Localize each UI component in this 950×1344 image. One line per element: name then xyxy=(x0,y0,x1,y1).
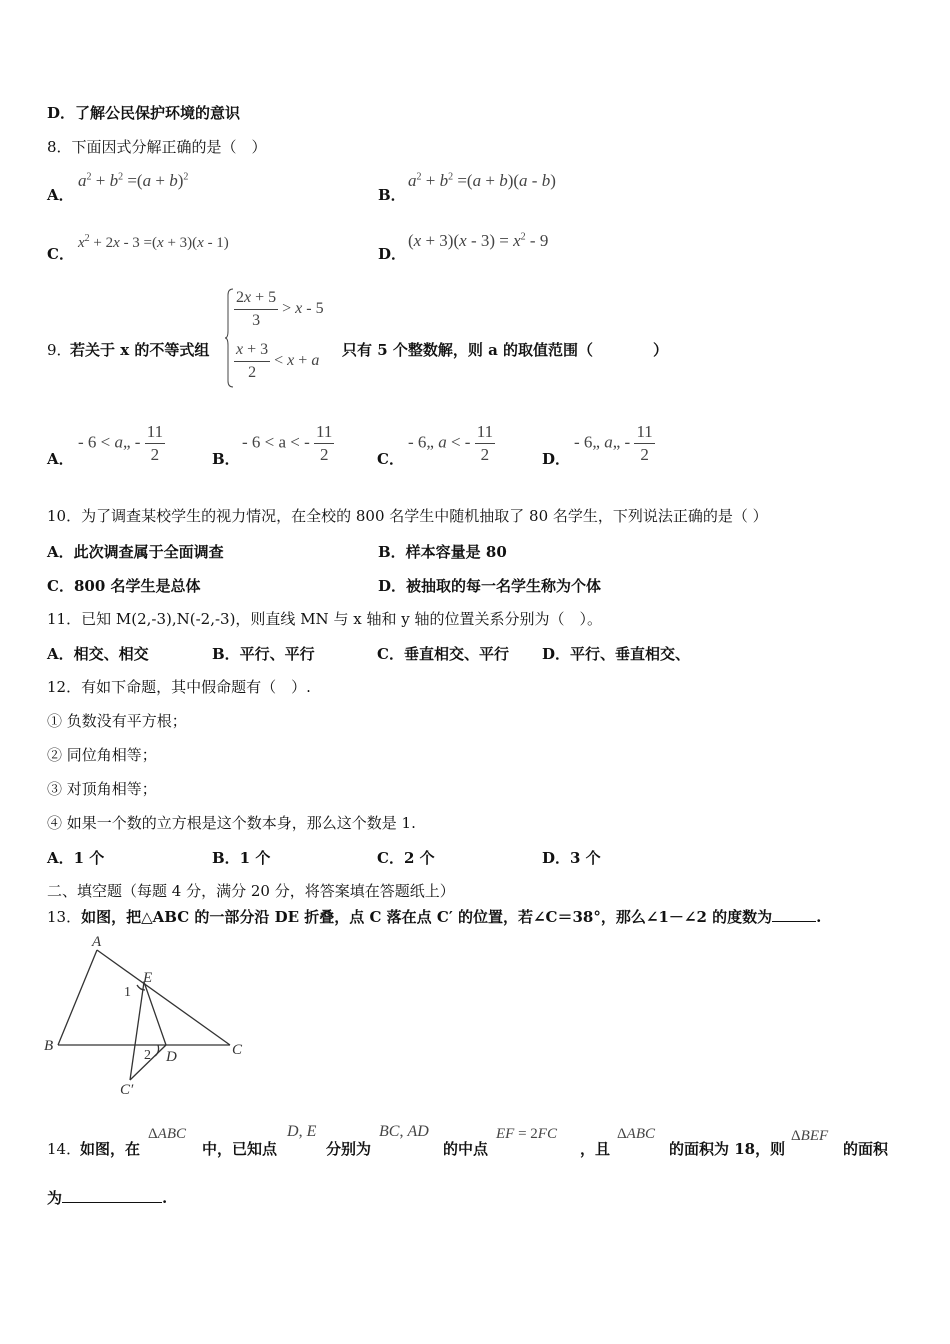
label-c-prime: C′ xyxy=(120,1082,134,1098)
q9-inequality-2: $\frac{x + 3}{2}$ < x + a xyxy=(236,341,320,381)
q14-text-3: 分别为 xyxy=(326,1140,372,1158)
label-e: E xyxy=(143,970,153,986)
label-c: C xyxy=(232,1042,243,1058)
q14-text-1: 如图，在 xyxy=(80,1140,141,1158)
q14-text-6: 的面积为 18，则 xyxy=(669,1140,786,1158)
q9-inequality-system xyxy=(224,287,338,389)
section-2-heading: 二、填空题（每题 4 分，满分 20 分，将答案填在答题纸上） xyxy=(47,882,455,900)
label-d: D xyxy=(166,1049,177,1065)
q12-item-2: ② 同位角相等； xyxy=(47,746,157,764)
q11-option-a: A．相交、相交 xyxy=(47,645,149,663)
q9-stem-pre: 若关于 x 的不等式组 xyxy=(70,341,210,359)
q9-option-d: - 6„ a„ - $\frac{11}{2}$ xyxy=(574,422,653,464)
q9-label-a: A． xyxy=(47,450,74,468)
q13-text: 如图，把△ABC 的一部分沿 DE 折叠，点 C 落在点 C′ 的位置，若∠C＝38°，那么∠1－∠2 的度数为 xyxy=(81,908,773,926)
q8-label-a: A． xyxy=(47,186,74,204)
q14-number: 14． xyxy=(47,1140,82,1158)
q11-option-c: C．垂直相交、平行 xyxy=(377,645,509,663)
q12-item-4: ④ 如果一个数的立方根是这个数本身，那么这个数是 1. xyxy=(47,814,416,832)
q11-stem: 11．已知 M(2,-3),N(-2,-3)，则直线 MN 与 x 轴和 y 轴的位置关系分别为（ ）。 xyxy=(47,610,602,628)
q10-option-a: A．此次调查属于全面调查 xyxy=(47,543,224,561)
q12-item-3: ③ 对顶角相等； xyxy=(47,780,157,798)
brace-icon xyxy=(224,287,234,389)
q14-end: . xyxy=(162,1189,168,1207)
q14-text-5: ，且 xyxy=(580,1140,611,1158)
q14-math-ef-2fc: EF = 2FC xyxy=(496,1126,557,1142)
q9-option-a: - 6 < a„ - $\frac{11}{2}$ xyxy=(78,422,164,464)
q9-inequality-1: $\frac{2x + 5}{3}$ > x - 5 xyxy=(236,289,324,329)
q13-figure xyxy=(40,930,250,1100)
q9-option-b: - 6 < a < - $\frac{11}{2}$ xyxy=(242,422,333,464)
q12-stem: 12．有如下命题，其中假命题有（ ）. xyxy=(47,678,311,696)
q12-option-a: A．1 个 xyxy=(47,849,105,867)
q11-option-d: D．平行、垂直相交、 xyxy=(542,645,691,663)
q14-math-triangle-bef: ΔBEF xyxy=(791,1128,829,1144)
q9-label-c: C． xyxy=(377,450,404,468)
q8-formula-d: $(x + 3)(x - 3) = x^2 - 9$ xyxy=(408,231,549,250)
side-ac xyxy=(97,950,230,1045)
q9-label-b: B． xyxy=(212,450,240,468)
q8-formula-b: $a^2 + b^2 =(a + b)(a - b)$ xyxy=(408,171,556,190)
q14-text-2: 中，已知点 xyxy=(202,1140,278,1158)
q9-label-d: D． xyxy=(542,450,571,468)
q12-option-c: C．2 个 xyxy=(377,849,435,867)
q14-answer-blank[interactable] xyxy=(62,1202,162,1203)
q14-line-2 xyxy=(47,1188,167,1208)
q13-answer-blank[interactable] xyxy=(772,921,816,922)
q13-number: 13． xyxy=(47,908,82,926)
q14-math-triangle-abc: ΔABC xyxy=(148,1126,186,1142)
segment-ec-prime xyxy=(130,982,144,1080)
q8-stem: 8．下面因式分解正确的是（ ） xyxy=(47,138,267,156)
q11-option-b: B．平行、平行 xyxy=(212,645,315,663)
q8-label-c: C． xyxy=(47,245,74,263)
q10-option-c: C．800 名学生是总体 xyxy=(47,577,201,595)
q12-option-b: B．1 个 xyxy=(212,849,271,867)
label-b: B xyxy=(44,1038,54,1054)
q14-text-8: 为 xyxy=(47,1189,63,1207)
q10-option-b: B．样本容量是 80 xyxy=(378,543,507,561)
q10-stem xyxy=(47,506,768,526)
q12-option-d: D．3 个 xyxy=(542,849,601,867)
q14-math-triangle-abc-2: ΔABC xyxy=(617,1126,655,1142)
side-ab xyxy=(58,950,97,1045)
q14-math-bc-ad: BC, AD xyxy=(379,1123,429,1140)
q14-math-points-de: D, E xyxy=(287,1123,317,1140)
q9-number: 9． xyxy=(47,341,72,359)
q14-text-4: 的中点 xyxy=(443,1140,489,1158)
label-angle-2: 2 xyxy=(144,1048,151,1063)
q8-formula-a: $a^2 + b^2 =(a + b)^2$ xyxy=(78,171,189,190)
q13-end: . xyxy=(816,908,822,926)
q10-stem-text: 10．为了调查某校学生的视力情况，在全校的 800 名学生中随机抽取了 80 名学生，下列说法正确的是（ ） xyxy=(47,507,768,525)
q8-label-b: B． xyxy=(378,186,406,204)
q7-option-d: D．了解公民保护环境的意识 xyxy=(47,104,241,122)
q8-formula-c: $x^2 + 2x - 3 =(x + 3)(x - 1)$ xyxy=(78,233,229,251)
q10-option-d: D．被抽取的每一名学生称为个体 xyxy=(378,577,602,595)
label-angle-1: 1 xyxy=(124,985,131,1000)
q9-stem-post: 只有 5 个整数解，则 a 的取值范围（ ） xyxy=(342,341,669,359)
q13-stem xyxy=(47,907,821,927)
label-a: A xyxy=(92,934,102,950)
q8-label-d: D． xyxy=(378,245,407,263)
q9-option-c: - 6„ a < - $\frac{11}{2}$ xyxy=(408,422,494,464)
q12-item-1: ① 负数没有平方根； xyxy=(47,712,187,730)
q14-text-7: 的面积 xyxy=(843,1140,889,1158)
